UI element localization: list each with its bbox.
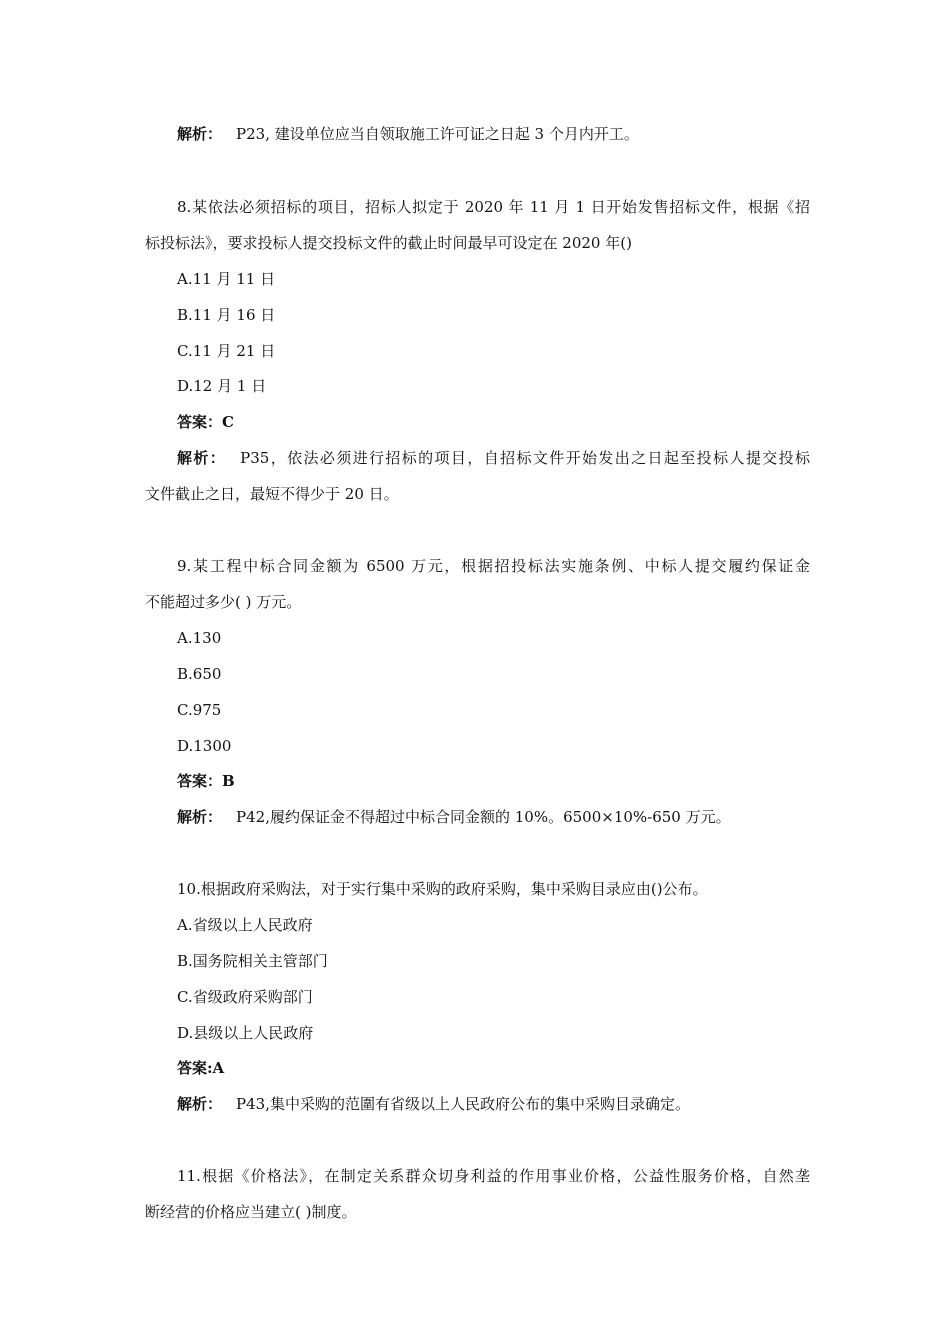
q9-option-a: A.130: [177, 629, 222, 647]
q10-answer: 答案:A: [177, 1059, 225, 1077]
q10-option-a: A.省级以上人民政府: [177, 916, 313, 934]
explanation-text: P35，依法必须进行招标的项目，自招标文件开始发出之日起至投标人提交投标: [240, 449, 810, 467]
q8-stem-line-1: 8.某依法必须招标的项目，招标人拟定于 2020 年 11 月 1 日开始发售招标文件，根据《招: [177, 198, 810, 216]
q10-option-c: C.省级政府采购部门: [177, 988, 313, 1006]
q8-explanation-line-1: [177, 448, 810, 468]
q9-stem-line-2: 不能超过多少( ) 万元。: [145, 593, 302, 611]
q8-option-d: D.12 月 1 日: [177, 377, 267, 395]
q8-answer: 答案：C: [177, 413, 234, 431]
q9-answer: 答案：B: [177, 772, 235, 790]
explanation-label: 解析：: [177, 449, 227, 467]
q8-option-a: A.11 月 11 日: [177, 270, 276, 288]
q11-stem-line-2: 断经营的价格应当建立( )制度。: [145, 1203, 357, 1221]
q9-option-b: B.650: [177, 665, 222, 683]
q8-option-b: B.11 月 16 日: [177, 306, 276, 324]
explanation-text: P23, 建设单位应当自领取施工许可证之日起 3 个月内开工。: [236, 125, 639, 143]
explanation-label: 解析：: [177, 1095, 223, 1113]
q10-option-b: B.国务院相关主管部门: [177, 952, 328, 970]
q8-option-c: C.11 月 21 日: [177, 342, 276, 360]
q9-option-c: C.975: [177, 701, 222, 719]
q8-stem-line-2: 标投标法》，要求投标人提交投标文件的截止时间最早可设定在 2020 年(): [145, 234, 632, 252]
q9-stem-line-1: 9.某工程中标合同金额为 6500 万元，根据招投标法实施条例、中标人提交履约保证金: [177, 557, 810, 575]
explanation-label: 解析：: [177, 125, 223, 143]
q10-option-d: D.县级以上人民政府: [177, 1024, 314, 1042]
explanation-label: 解析：: [177, 808, 223, 826]
explanation-text: P42,履约保证金不得超过中标合同金额的 10%。6500×10%-650 万元。: [236, 808, 731, 826]
prev-explanation: [177, 124, 639, 144]
q10-explanation: [177, 1094, 690, 1114]
q10-stem-line-1: 10.根据政府采购法，对于实行集中采购的政府采购，集中采购目录应由()公布。: [177, 880, 708, 898]
explanation-text: P43,集中采购的范圍有省级以上人民政府公布的集中采购目录确定。: [236, 1095, 690, 1113]
q9-explanation: [177, 807, 731, 827]
q9-option-d: D.1300: [177, 737, 232, 755]
q8-explanation-line-2: 文件截止之日，最短不得少于 20 日。: [145, 485, 399, 503]
q11-stem-line-1: 11.根据《价格法》，在制定关系群众切身利益的作用事业价格，公益性服务价格，自然垄: [177, 1167, 810, 1185]
